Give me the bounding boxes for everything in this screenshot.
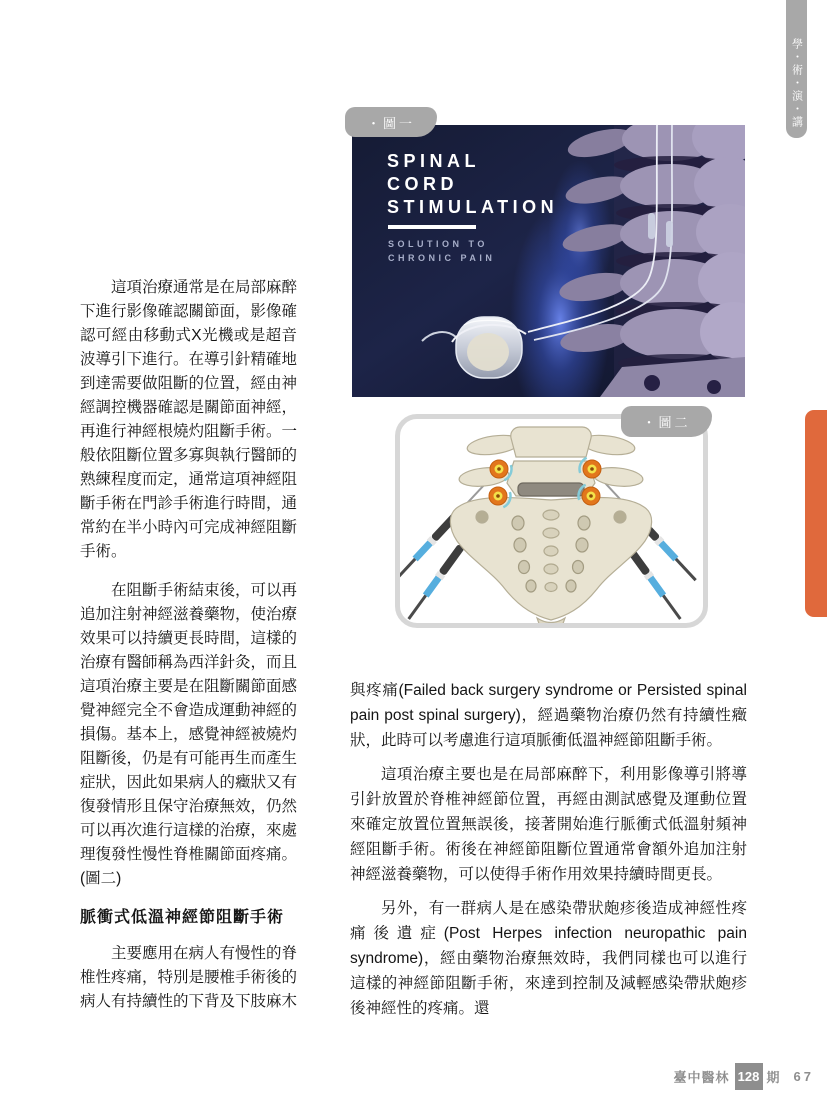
section-heading: 脈衝式低溫神經節阻斷手術 bbox=[80, 909, 285, 926]
paragraph: 另外，有一群病人是在感染帶狀皰疹後造成神經性疼痛後遺症(Post Herpes infection neuropathic pain syndrome)，經由藥物治療無效時，我們同樣也可以進行這樣的神經節阻斷手術，來達到控制及減輕感染帶狀皰疹後神經性的疼痛。還 bbox=[350, 900, 747, 1017]
issue-unit-label: 期 bbox=[766, 1070, 780, 1085]
journal-name: 臺中醫林 bbox=[673, 1070, 730, 1085]
figure1-image bbox=[352, 125, 745, 397]
left-text-column bbox=[80, 276, 297, 1029]
figure1-title bbox=[387, 150, 558, 219]
orange-accent-bar bbox=[805, 410, 827, 617]
section-tab-academic-lecture: 學・術・演・講 bbox=[786, 0, 807, 138]
figure1-title-line2: CORD bbox=[387, 174, 458, 194]
paragraph: 這項治療主要也是在局部麻醉下，利用影像導引將導引針放置於脊椎神經節位置，再經由測試感覺及運動位置來確定放置位置無誤後，接著開始進行脈衝式低溫射頻神經阻斷手術。術後在神經節阻斷位置通常會額外追加注射神經滋養藥物，可以使得手術作用效果持續時間更長。 bbox=[350, 766, 747, 883]
figure1-label-tab: ・圖一 bbox=[345, 107, 437, 137]
page-footer bbox=[674, 1063, 815, 1090]
figure2-label-tab: ・圖二 bbox=[621, 406, 712, 437]
figure1-title-line1: SPINAL bbox=[387, 151, 481, 171]
figure1-subtitle bbox=[388, 238, 495, 265]
figure1-title-underline bbox=[388, 225, 476, 229]
issue-number-badge: 128 bbox=[735, 1063, 763, 1090]
figure1-subtitle-line2: CHRONIC PAIN bbox=[388, 252, 496, 263]
page-number: 67 bbox=[793, 1069, 814, 1084]
paragraph: 主要應用在病人有慢性的脊椎性疼痛，特別是腰椎手術後的病人有持續性的下背及下肢麻木 bbox=[80, 945, 298, 1010]
paragraph: 與疼痛(Failed back surgery syndrome or Persisted spinal pain post spinal surgery)，經過藥物治療仍然有持續性癥狀，此時可以考慮進行這項脈衝低溫神經節阻斷手術。 bbox=[350, 682, 747, 749]
figure1-title-line3: STIMULATION bbox=[387, 197, 559, 217]
paragraph: 在阻斷手術結束後，可以再追加注射神經滋養藥物，使治療效果可以持續更長時間，這樣的治療有醫師稱為西洋針灸，而且這項治療主要是在阻斷關節面感覺神經完全不會造成運動神經的損傷。基本上，感覺神經被燒灼阻斷後，仍是有可能再生而產生症狀，因此如果病人的癥狀又有復發情形且保守治療無效，仍然可以再次進行這樣的治療，來處理復發性慢性脊椎關節面疼痛。(圖二) bbox=[80, 582, 298, 887]
right-text-column bbox=[350, 678, 747, 1030]
figure2-image bbox=[395, 414, 708, 628]
sacrum-nerve-block-illustration bbox=[400, 419, 703, 623]
paragraph: 這項治療通常是在局部麻醉下進行影像確認關節面，影像確認可經由移動式X光機或是超音波導引下進行。在導引針精確地到達需要做阻斷的位置，經由神經調控機器確認是關節面神經，再進行神經根燒灼阻斷手術。一般依阻斷位置多寡與執行醫師的熟練程度而定，通常這項神經阻斷手術在門診手術進行時間，通常約在半小時內可完成神經阻斷手術。 bbox=[80, 279, 298, 560]
sacrum-bone-illustration bbox=[450, 427, 651, 623]
figure1-subtitle-line1: SOLUTION TO bbox=[388, 239, 488, 249]
